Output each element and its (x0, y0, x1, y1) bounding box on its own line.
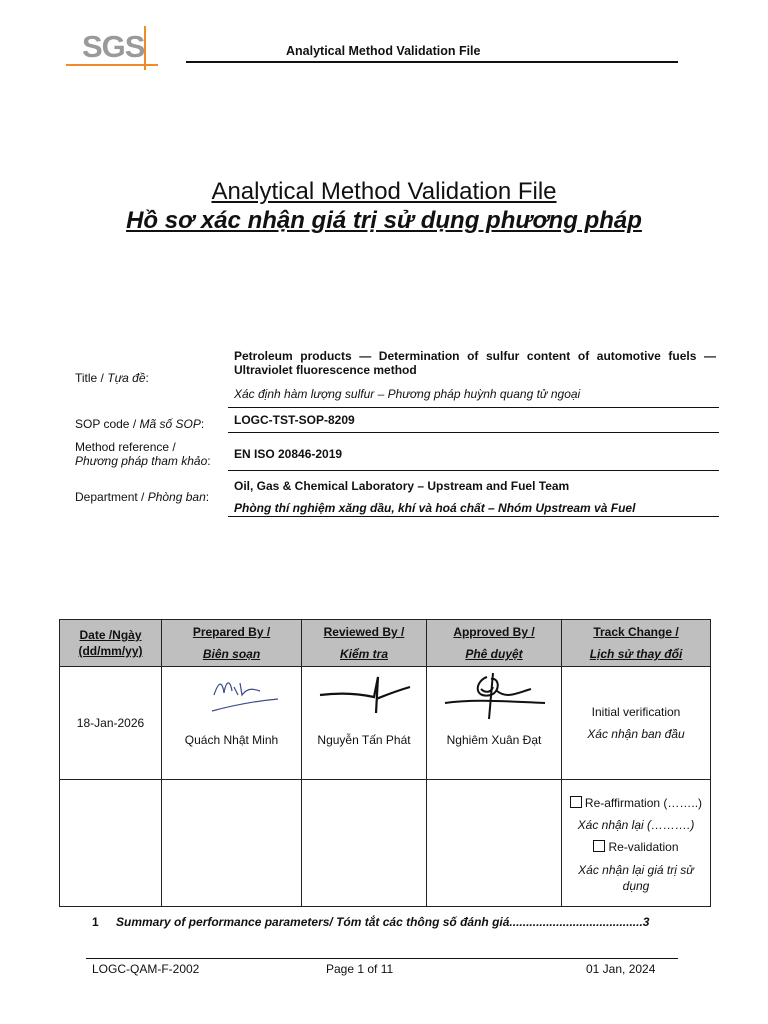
empty-reviewed-cell (302, 780, 427, 907)
reviewed-cell (302, 667, 427, 780)
reviewed-signature (316, 673, 416, 717)
title-rule (228, 407, 719, 408)
toc-number: 1 (92, 915, 99, 929)
empty-prepared-cell (162, 780, 302, 907)
header-reviewed: Reviewed By / Kiểm tra (302, 620, 427, 667)
footer-page-number: Page 1 of 11 (326, 962, 394, 976)
approved-name: Nghiêm Xuân Đạt (446, 733, 542, 747)
reviewed-name: Nguyễn Tấn Phát (317, 733, 411, 747)
table-header-row (60, 620, 711, 667)
table-row (60, 780, 711, 907)
logo-vertical-line (144, 26, 146, 70)
sop-label: SOP code / Mã số SOP: (75, 417, 205, 431)
header-date: Date /Ngày (dd/mm/yy) (60, 620, 162, 667)
empty-date-cell (60, 780, 162, 907)
reaffirmation-vi: Xác nhận lại (……….) (577, 818, 695, 832)
method-value: EN ISO 20846-2019 (234, 447, 343, 461)
header-prepared: Prepared By / Biên soạn (162, 620, 302, 667)
prepared-name: Quách Nhật Minh (184, 733, 279, 747)
header-rule (186, 61, 678, 63)
title-value-en: Petroleum products — Determination of sulfur content of automotive fuels — Ultraviolet fluorescence method (234, 349, 716, 377)
date-cell: 18-Jan-2026 (60, 667, 162, 780)
document-title-vi: Hồ sơ xác nhận giá trị sử dụng phương pháp (126, 207, 642, 234)
approval-table (59, 619, 711, 907)
header-approved: Approved By / Phê duyệt (427, 620, 562, 667)
track-initial-en: Initial verification (591, 705, 681, 719)
table-row (60, 667, 711, 780)
logo-text: SGS (82, 29, 145, 64)
sop-rule (228, 432, 719, 433)
title-label: Title / Tựa đề: (75, 371, 149, 385)
toc-entry[interactable] (92, 915, 649, 929)
footer-date: 01 Jan, 2024 (586, 962, 656, 976)
prepared-signature (204, 673, 284, 713)
approved-signature (441, 669, 551, 721)
method-rule (228, 470, 719, 471)
header-title: Analytical Method Validation File (286, 44, 481, 58)
department-label: Department / Phòng ban: (75, 490, 210, 504)
track-initial-vi: Xác nhận ban đầu (587, 727, 685, 741)
reaffirmation-option: Re-affirmation (……..) (562, 792, 710, 814)
sgs-logo (62, 26, 162, 72)
footer-rule (86, 958, 678, 959)
department-rule (228, 516, 719, 517)
revalidation-checkbox[interactable] (593, 840, 605, 852)
footer-document-code: LOGC-QAM-F-2002 (92, 962, 200, 976)
document-title-en: Analytical Method Validation File (211, 178, 557, 205)
revalidation-vi: Xác nhận lại giá trị sử dụng (578, 863, 694, 893)
toc-text: Summary of performance parameters/ Tóm tắt các thông số đánh giá........................................3 (116, 915, 650, 929)
reaffirmation-checkbox[interactable] (570, 796, 582, 808)
method-label: Method reference / Phương pháp tham khảo: (75, 440, 211, 468)
approved-cell (427, 667, 562, 780)
header-track-change: Track Change / Lịch sử thay đổi (562, 620, 711, 667)
track-change-cell (562, 667, 711, 780)
revalidation-option: Re-validation (562, 836, 710, 858)
track-options-cell (562, 780, 711, 907)
prepared-cell (162, 667, 302, 780)
sop-value: LOGC-TST-SOP-8209 (234, 413, 355, 427)
title-value-vi: Xác định hàm lượng sulfur – Phương pháp huỳnh quang tử ngoại (234, 387, 581, 401)
department-value-vi: Phòng thí nghiệm xăng dầu, khí và hoá chất – Nhóm Upstream và Fuel (234, 501, 636, 515)
department-value-en: Oil, Gas & Chemical Laboratory – Upstream and Fuel Team (234, 479, 570, 493)
empty-approved-cell (427, 780, 562, 907)
